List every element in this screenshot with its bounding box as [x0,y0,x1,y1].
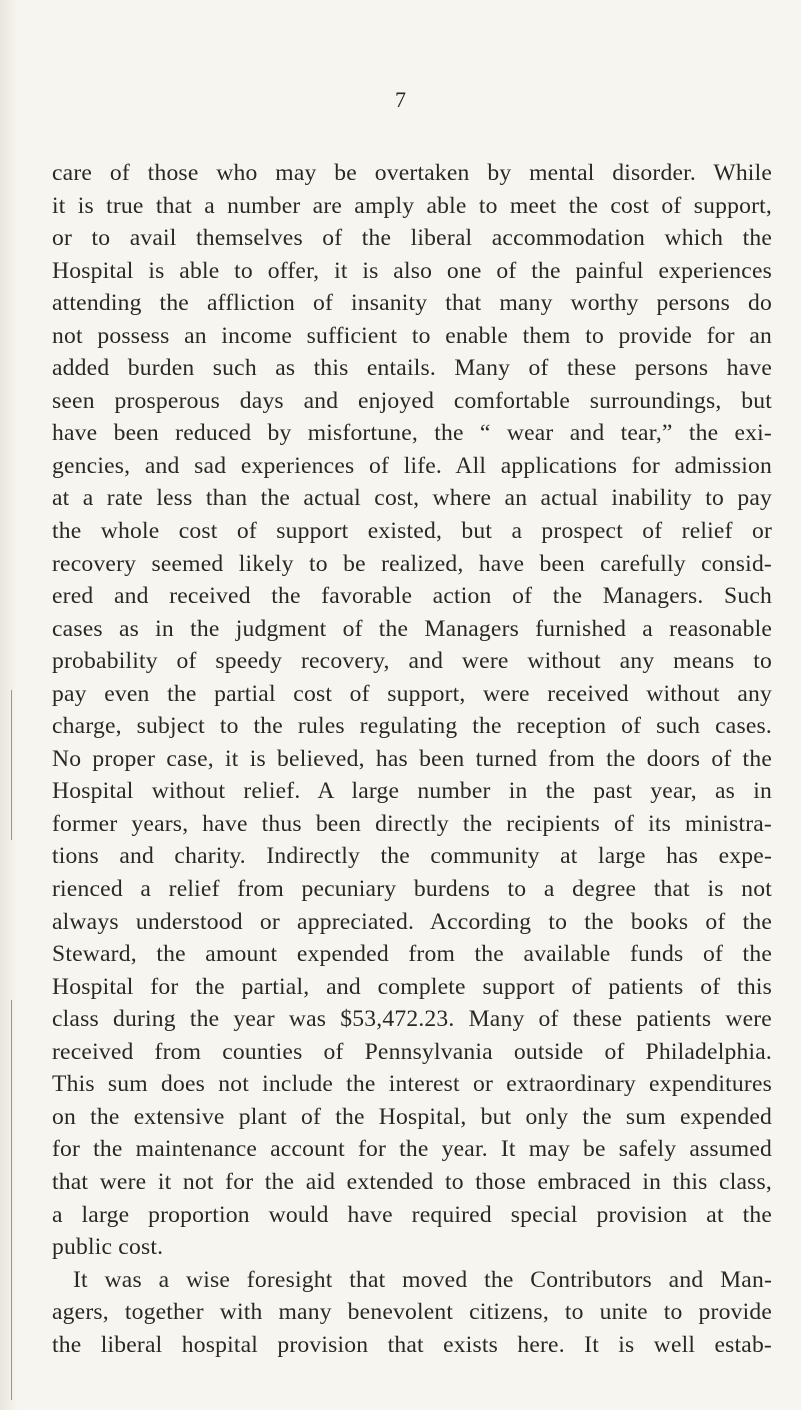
text-line: Hospital without relief. A large number in the past year, as in [52,778,772,805]
text-line: received from counties of Pennsylvania outside of Philadelphia. [52,1038,772,1065]
text-line: have been reduced by misfortune, the “ wear and tear,” the exi- [52,420,772,447]
text-line: care of those who may be overtaken by mental disorder. While [52,160,772,186]
text-line: charge, subject to the rules regulating the reception of such cases. [52,713,772,740]
paragraph-start-line: It was a wise foresight that moved the Contributors and Man- [73,1266,772,1293]
text-line: always understood or appreciated. According to the books of the [52,908,772,935]
binding-mark [11,1000,12,1400]
text-line: Steward, the amount expended from the available funds of the [52,941,772,968]
page-number: 7 [395,87,406,112]
text-line: seen prosperous days and enjoyed comfortable surroundings, but [52,387,772,414]
text-line: or to avail themselves of the liberal accommodation which the [52,225,772,252]
text-line: class during the year was $53,472.23. Many of these patients were [52,1006,772,1033]
text-line: This sum does not include the interest or extraordinary expenditures [52,1071,772,1098]
text-line: attending the affliction of insanity that many worthy persons do [52,290,772,317]
text-line: it is true that a number are amply able to meet the cost of support, [52,192,772,219]
text-line: rienced a relief from pecuniary burdens to a degree that is not [52,876,772,903]
text-line: No proper case, it is believed, has been turned from the doors of the [52,745,772,772]
text-line: not possess an income sufficient to enable them to provide for an [52,322,772,349]
text-line: on the extensive plant of the Hospital, but only the sum expended [52,1103,772,1130]
paragraph-end-line: public cost. [52,1234,164,1261]
text-line: the whole cost of support existed, but a prospect of relief or [52,518,772,545]
text-line: Hospital is able to offer, it is also one of the painful experiences [52,257,772,284]
text-line: tions and charity. Indirectly the community at large has expe- [52,843,772,870]
text-line: former years, have thus been directly the recipients of its ministra- [52,810,772,837]
text-line: pay even the partial cost of support, were received without any [52,680,772,707]
text-line: probability of speedy recovery, and were without any means to [52,648,772,675]
text-line: agers, together with many benevolent citizens, to unite to provide [52,1299,772,1326]
text-line: Hospital for the partial, and complete support of patients of this [52,973,772,1000]
text-line: cases as in the judgment of the Managers furnished a reasonable [52,615,772,642]
text-line: for the maintenance account for the year. It may be safely assumed [52,1136,772,1163]
text-line: that were it not for the aid extended to those embraced in this class, [52,1168,772,1195]
body-text [52,157,772,1361]
text-line: the liberal hospital provision that exists here. It is well estab- [52,1331,772,1358]
text-line: added burden such as this entails. Many of these persons have [52,355,772,382]
text-line: ered and received the favorable action of the Managers. Such [52,583,772,610]
binding-mark [11,690,12,840]
text-line: recovery seemed likely to be realized, have been carefully consid- [52,550,772,577]
page-edge-shadow [0,0,18,1410]
text-line: at a rate less than the actual cost, where an actual inability to pay [52,485,772,512]
text-line: gencies, and sad experiences of life. All applications for admission [52,452,772,479]
text-line: a large proportion would have required special provision at the [52,1201,772,1228]
